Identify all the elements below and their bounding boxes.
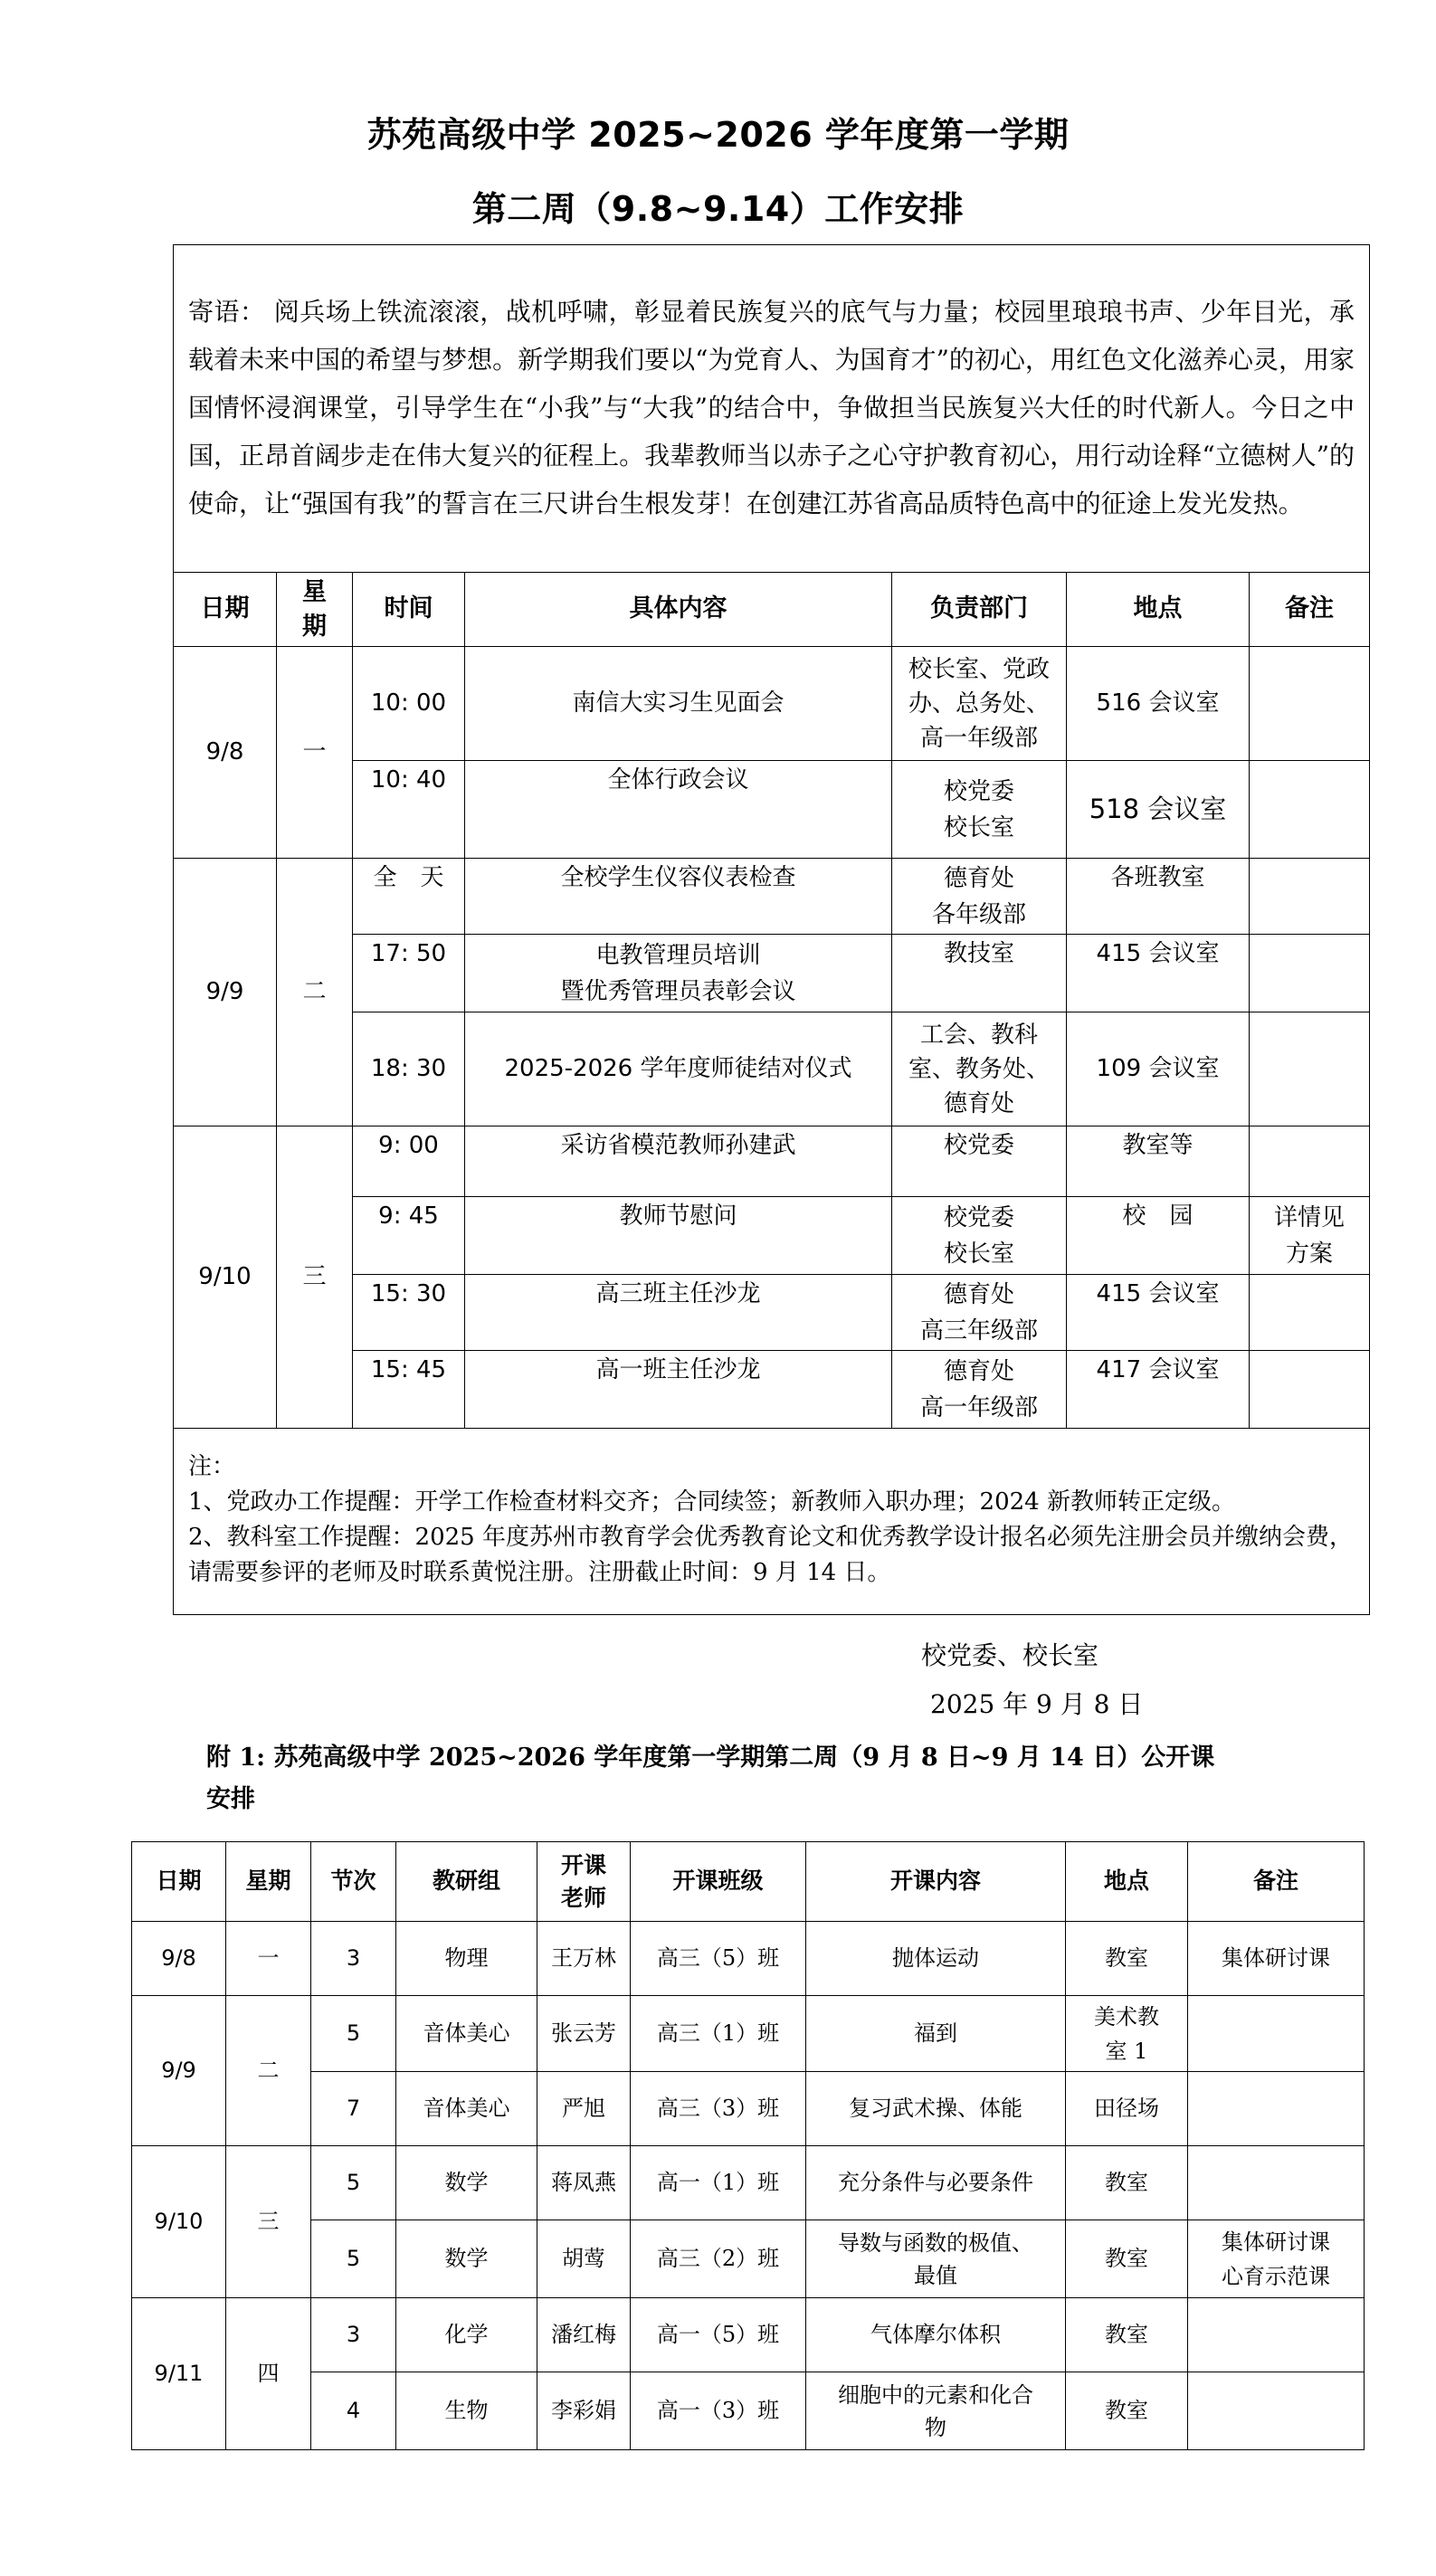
teacher-cell: 李彩娟 [537,2372,631,2450]
note-cell [1188,2072,1365,2146]
content-cell: 教师节慰问 [465,1197,892,1275]
table-row [174,647,1370,761]
table-row [174,1126,1370,1197]
place-cell: 415 会议室 [1067,1275,1250,1351]
table-row [174,1275,1370,1351]
content-cell: 抛体运动 [806,1922,1066,1996]
table-row [132,2372,1365,2450]
place-cell: 417 会议室 [1067,1351,1250,1429]
content-cell: 复习武术操、体能 [806,2072,1066,2146]
foreword-label: 寄语： [188,297,266,327]
note-cell [1188,2146,1365,2220]
class-cell: 高三（1）班 [631,1996,806,2072]
teacher-cell: 严旭 [537,2072,631,2146]
place-cell: 教室 [1066,2298,1188,2372]
place-cell: 109 会议室 [1067,1012,1250,1126]
content-cell: 福到 [806,1996,1066,2072]
group-cell: 音体美心 [396,1996,537,2072]
note-cell [1188,1996,1365,2072]
dept-cell: 德育处 高三年级部 [892,1275,1067,1351]
header-place: 地点 [1066,1842,1188,1922]
group-cell: 数学 [396,2220,537,2298]
place-cell: 415 会议室 [1067,935,1250,1012]
date-cell: 9/8 [132,1922,226,1996]
place-cell: 教室 [1066,2220,1188,2298]
note-cell: 集体研讨课 心育示范课 [1188,2220,1365,2298]
content-cell: 2025-2026 学年度师徒结对仪式 [465,1012,892,1126]
table-row [174,761,1370,859]
content-cell: 全校学生仪容仪表检查 [465,859,892,935]
period-cell: 4 [311,2372,396,2450]
content-cell: 高三班主任沙龙 [465,1275,892,1351]
appendix-title: 附 1: 苏苑高级中学 2025~2026 学年度第一学期第二周（9 月 8 日~9 月 14 日）公开课安排 [206,1744,1215,1813]
place-cell: 518 会议室 [1067,761,1250,859]
header-time: 时间 [353,573,465,647]
signature-org: 校党委、校长室 [921,1640,1099,1670]
date-cell: 9/9 [174,859,277,1126]
dept-cell: 德育处 高一年级部 [892,1351,1067,1429]
document-title: 苏苑高级中学 2025~2026 学年度第一学期 [366,115,1070,155]
class-cell: 高三（3）班 [631,2072,806,2146]
dept-cell: 校党委 校长室 [892,761,1067,859]
header-weekday: 星期 [226,1842,311,1922]
class-cell: 高三（2）班 [631,2220,806,2298]
period-cell: 3 [311,2298,396,2372]
content-cell: 采访省模范教师孙建武 [465,1126,892,1197]
table-row [174,1012,1370,1126]
class-cell: 高一（5）班 [631,2298,806,2372]
content-cell: 细胞中的元素和化合 物 [806,2372,1066,2450]
table-row [132,1996,1365,2072]
content-cell: 全体行政会议 [465,761,892,859]
document-subtitle: 第二周（9.8~9.14）工作安排 [471,189,965,229]
dept-cell: 教技室 [892,935,1067,1012]
group-cell: 生物 [396,2372,537,2450]
weekday-cell: 一 [226,1922,311,1996]
place-cell: 各班教室 [1067,859,1250,935]
header-content: 开课内容 [806,1842,1066,1922]
period-cell: 5 [311,2146,396,2220]
group-cell: 数学 [396,2146,537,2220]
content-cell: 充分条件与必要条件 [806,2146,1066,2220]
note-cell [1250,1275,1370,1351]
content-cell: 高一班主任沙龙 [465,1351,892,1429]
time-cell: 18: 30 [353,1012,465,1126]
place-cell: 田径场 [1066,2072,1188,2146]
content-cell: 导数与函数的极值、 最值 [806,2220,1066,2298]
header-teacher: 开课 老师 [537,1842,631,1922]
date-cell: 9/9 [132,1996,226,2146]
signature-date: 2025 年 9 月 8 日 [930,1689,1144,1719]
note-item: 1、党政办工作提醒：开学工作检查材料交齐；合同续签；新教师入职办理；2024 新教师转正定级。 [188,1488,1235,1516]
period-cell: 7 [311,2072,396,2146]
weekday-cell: 二 [226,1996,311,2146]
header-dept: 负责部门 [892,573,1067,647]
note-cell: 详情见 方案 [1250,1197,1370,1275]
header-date: 日期 [132,1842,226,1922]
note-cell [1250,761,1370,859]
table-row [132,2072,1365,2146]
table-row [132,2298,1365,2372]
period-cell: 3 [311,1922,396,1996]
dept-cell: 德育处 各年级部 [892,859,1067,935]
teacher-cell: 蒋凤燕 [537,2146,631,2220]
place-cell: 美术教 室 1 [1066,1996,1188,2072]
dept-cell: 工会、教科 室、教务处、 德育处 [892,1012,1067,1126]
time-cell: 10: 00 [353,647,465,761]
note-cell [1250,1351,1370,1429]
note-cell [1188,2298,1365,2372]
period-cell: 5 [311,2220,396,2298]
header-note: 备注 [1250,573,1370,647]
note-cell [1250,1012,1370,1126]
table-row [174,935,1370,1012]
period-cell: 5 [311,1996,396,2072]
class-cell: 高三（5）班 [631,1922,806,1996]
date-cell: 9/8 [174,647,277,859]
weekday-cell: 三 [226,2146,311,2298]
weekday-cell: 一 [277,647,353,859]
table-row [132,2220,1365,2298]
note-cell [1250,935,1370,1012]
header-class: 开课班级 [631,1842,806,1922]
time-cell: 9: 00 [353,1126,465,1197]
weekday-cell: 三 [277,1126,353,1429]
header-place: 地点 [1067,573,1250,647]
header-weekday: 星 期 [277,573,353,647]
notes-cell [174,1429,1370,1615]
teacher-cell: 潘红梅 [537,2298,631,2372]
group-cell: 音体美心 [396,2072,537,2146]
header-period: 节次 [311,1842,396,1922]
header-content: 具体内容 [465,573,892,647]
note-cell: 集体研讨课 [1188,1922,1365,1996]
weekday-cell: 四 [226,2298,311,2450]
class-cell: 高一（3）班 [631,2372,806,2450]
table-row [132,1922,1365,1996]
foreword-cell [174,245,1370,573]
place-cell: 教室 [1066,2372,1188,2450]
place-cell: 教室等 [1067,1126,1250,1197]
note-cell [1250,647,1370,761]
teacher-cell: 胡莺 [537,2220,631,2298]
teacher-cell: 张云芳 [537,1996,631,2072]
table-row [174,859,1370,935]
content-cell: 电教管理员培训 暨优秀管理员表彰会议 [465,935,892,1012]
dept-cell: 校党委 [892,1126,1067,1197]
note-cell [1250,859,1370,935]
place-cell: 教室 [1066,2146,1188,2220]
notes-label: 注： [188,1452,236,1480]
note-item: 2、教科室工作提醒：2025 年度苏州市教育学会优秀教育论文和优秀教学设计报名必须先注册会员并缴纳会费，请需要参评的老师及时联系黄悦注册。注册截止时间：9 月 14 日。 [188,1523,1353,1586]
class-cell: 高一（1）班 [631,2146,806,2220]
header-date: 日期 [174,573,277,647]
teacher-cell: 王万林 [537,1922,631,1996]
time-cell: 17: 50 [353,935,465,1012]
content-cell: 南信大实习生见面会 [465,647,892,761]
place-cell: 校 园 [1067,1197,1250,1275]
time-cell: 15: 45 [353,1351,465,1429]
time-cell: 全 天 [353,859,465,935]
date-cell: 9/10 [174,1126,277,1429]
table-row [174,1351,1370,1429]
content-cell: 气体摩尔体积 [806,2298,1066,2372]
group-cell: 物理 [396,1922,537,1996]
place-cell: 教室 [1066,1922,1188,1996]
work-schedule-table [173,244,1370,1615]
note-cell [1250,1126,1370,1197]
foreword-text: 阅兵场上铁流滚滚，战机呼啸，彰显着民族复兴的底气与力量；校园里琅琅书声、少年目光，承载着未来中国的希望与梦想。新学期我们要以“为党育人、为国育才”的初心，用红色文化滋养心灵，用家国情怀浸润课堂，引导学生在“小我”与“大我”的结合中，争做担当民族复兴大任的时代新人。今日之中国，正昂首阔步走在伟大复兴的征程上。我辈教师当以赤子之心守护教育初心，用行动诠释“立德树人”的使命，让“强国有我”的誓言在三尺讲台生根发芽！在创建江苏省高品质特色高中的征途上发光发热。 [188,297,1355,518]
place-cell: 516 会议室 [1067,647,1250,761]
note-cell [1188,2372,1365,2450]
time-cell: 9: 45 [353,1197,465,1275]
date-cell: 9/11 [132,2298,226,2450]
time-cell: 10: 40 [353,761,465,859]
weekday-cell: 二 [277,859,353,1126]
header-note: 备注 [1188,1842,1365,1922]
table-row [174,1197,1370,1275]
table-row [132,2146,1365,2220]
dept-cell: 校党委 校长室 [892,1197,1067,1275]
open-class-table [131,1841,1365,2450]
header-group: 教研组 [396,1842,537,1922]
time-cell: 15: 30 [353,1275,465,1351]
group-cell: 化学 [396,2298,537,2372]
date-cell: 9/10 [132,2146,226,2298]
dept-cell: 校长室、党政 办、总务处、 高一年级部 [892,647,1067,761]
